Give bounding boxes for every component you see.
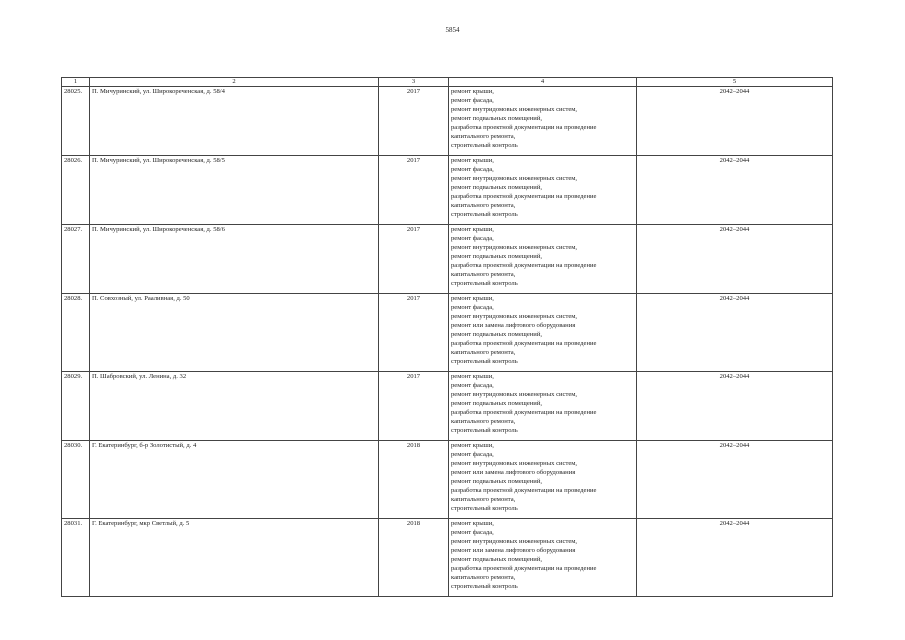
work-item: ремонт фасада, <box>451 304 494 311</box>
commission-year: 2018 <box>379 441 449 519</box>
building-address: П. Мичуринский, ул. Широкореченская, д. 58/5 <box>90 156 379 225</box>
work-item: ремонт крыши, <box>451 520 494 527</box>
building-address: П. Совхозный, ул. Рааливная, д. 50 <box>90 294 379 372</box>
table-row <box>62 225 833 294</box>
repair-works <box>449 156 637 225</box>
work-item: капитального ремонта, <box>451 418 516 425</box>
repair-period: 2042–2044 <box>637 225 833 294</box>
work-item: капитального ремонта, <box>451 271 516 278</box>
work-item: строительный контроль <box>451 427 518 434</box>
table-row <box>62 372 833 441</box>
work-item: ремонт подвальных помещений, <box>451 253 542 260</box>
work-item: ремонт внутридомовых инженерных систем, <box>451 106 578 113</box>
work-item: ремонт крыши, <box>451 295 494 302</box>
work-item: ремонт внутридомовых инженерных систем, <box>451 244 578 251</box>
work-item: разработка проектной документации на проведение <box>451 409 597 416</box>
repair-period: 2042–2044 <box>637 372 833 441</box>
repair-works <box>449 441 637 519</box>
work-item: ремонт крыши, <box>451 226 494 233</box>
column-number: 1 <box>62 78 90 87</box>
work-item: ремонт подвальных помещений, <box>451 478 542 485</box>
table-row <box>62 441 833 519</box>
work-item: ремонт или замена лифтового оборудования <box>451 547 576 554</box>
work-item: ремонт подвальных помещений, <box>451 184 542 191</box>
repair-period: 2042–2044 <box>637 156 833 225</box>
commission-year: 2017 <box>379 225 449 294</box>
repair-works <box>449 294 637 372</box>
work-item: капитального ремонта, <box>451 496 516 503</box>
work-item: ремонт фасада, <box>451 235 494 242</box>
building-address: П. Шабровский, ул. Ленина, д. 32 <box>90 372 379 441</box>
building-address: П. Мичуринский, ул. Широкореченская, д. 58/6 <box>90 225 379 294</box>
work-item: разработка проектной документации на проведение <box>451 124 597 131</box>
work-item: ремонт внутридомовых инженерных систем, <box>451 391 578 398</box>
work-item: ремонт подвальных помещений, <box>451 400 542 407</box>
work-item: ремонт внутридомовых инженерных систем, <box>451 538 578 545</box>
work-item: ремонт фасада, <box>451 166 494 173</box>
work-item: ремонт подвальных помещений, <box>451 115 542 122</box>
commission-year: 2017 <box>379 372 449 441</box>
row-number: 28030. <box>62 441 90 519</box>
work-item: строительный контроль <box>451 280 518 287</box>
work-item: ремонт внутридомовых инженерных систем, <box>451 313 578 320</box>
work-item: разработка проектной документации на проведение <box>451 340 597 347</box>
row-number: 28029. <box>62 372 90 441</box>
table-row <box>62 294 833 372</box>
column-number: 3 <box>379 78 449 87</box>
commission-year: 2017 <box>379 156 449 225</box>
building-address: Г. Екатеринбург, мкр Светлый, д. 5 <box>90 519 379 597</box>
work-item: ремонт внутридомовых инженерных систем, <box>451 175 578 182</box>
work-item: ремонт подвальных помещений, <box>451 331 542 338</box>
work-item: разработка проектной документации на проведение <box>451 262 597 269</box>
repair-schedule-table <box>61 77 833 597</box>
building-address: П. Мичуринский, ул. Широкореченская, д. 58/4 <box>90 87 379 156</box>
work-item: ремонт крыши, <box>451 373 494 380</box>
work-item: ремонт внутридомовых инженерных систем, <box>451 460 578 467</box>
repair-works <box>449 372 637 441</box>
work-item: ремонт фасада, <box>451 529 494 536</box>
row-number: 28031. <box>62 519 90 597</box>
table-row <box>62 87 833 156</box>
column-number: 5 <box>637 78 833 87</box>
work-item: капитального ремонта, <box>451 202 516 209</box>
table-row <box>62 156 833 225</box>
row-number: 28028. <box>62 294 90 372</box>
row-number: 28025. <box>62 87 90 156</box>
repair-period: 2042–2044 <box>637 87 833 156</box>
repair-works <box>449 87 637 156</box>
commission-year: 2017 <box>379 87 449 156</box>
work-item: ремонт фасада, <box>451 97 494 104</box>
row-number: 28027. <box>62 225 90 294</box>
commission-year: 2018 <box>379 519 449 597</box>
work-item: ремонт или замена лифтового оборудования <box>451 322 576 329</box>
work-item: капитального ремонта, <box>451 574 516 581</box>
work-item: ремонт крыши, <box>451 157 494 164</box>
column-number-row <box>62 78 833 87</box>
work-item: капитального ремонта, <box>451 133 516 140</box>
repair-period: 2042–2044 <box>637 519 833 597</box>
repair-works <box>449 519 637 597</box>
repair-period: 2042–2044 <box>637 294 833 372</box>
work-item: строительный контроль <box>451 211 518 218</box>
work-item: разработка проектной документации на проведение <box>451 565 597 572</box>
repair-period: 2042–2044 <box>637 441 833 519</box>
work-item: ремонт фасада, <box>451 451 494 458</box>
repair-works <box>449 225 637 294</box>
work-item: строительный контроль <box>451 505 518 512</box>
work-item: ремонт крыши, <box>451 88 494 95</box>
work-item: ремонт крыши, <box>451 442 494 449</box>
table-row <box>62 519 833 597</box>
commission-year: 2017 <box>379 294 449 372</box>
work-item: строительный контроль <box>451 142 518 149</box>
work-item: разработка проектной документации на проведение <box>451 193 597 200</box>
work-item: ремонт фасада, <box>451 382 494 389</box>
column-number: 4 <box>449 78 637 87</box>
work-item: строительный контроль <box>451 583 518 590</box>
work-item: строительный контроль <box>451 358 518 365</box>
work-item: капитального ремонта, <box>451 349 516 356</box>
work-item: разработка проектной документации на проведение <box>451 487 597 494</box>
work-item: ремонт или замена лифтового оборудования <box>451 469 576 476</box>
row-number: 28026. <box>62 156 90 225</box>
page-number: 5854 <box>445 26 460 34</box>
column-number: 2 <box>90 78 379 87</box>
work-item: ремонт подвальных помещений, <box>451 556 542 563</box>
building-address: Г. Екатеринбург, б-р Золотистый, д. 4 <box>90 441 379 519</box>
